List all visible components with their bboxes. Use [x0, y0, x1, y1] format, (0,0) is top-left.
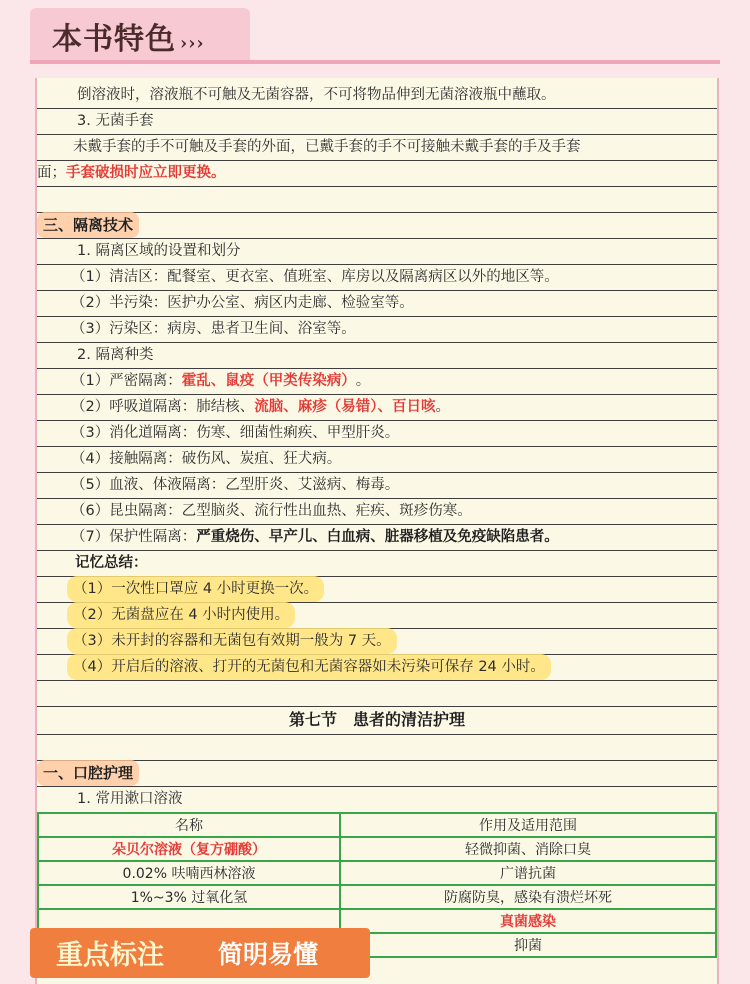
- blank-line: [37, 734, 717, 761]
- table-cell: 0.02% 呋喃西林溶液: [38, 861, 340, 885]
- section-heading: 三、隔离技术: [37, 212, 717, 239]
- table-cell: 防腐防臭，感染有溃烂坏死: [340, 885, 716, 909]
- table-cell: 朵贝尔溶液（复方硼酸）: [38, 837, 340, 861]
- table-header-cell: 作用及适用范围: [340, 813, 716, 837]
- memo-line: （1）一次性口罩应 4 小时更换一次。: [37, 576, 717, 603]
- text-line: 未戴手套的手不可触及手套的外面，已戴手套的手不可接触未戴手套的手及手套: [37, 134, 717, 161]
- text-line: 3. 无菌手套: [37, 108, 717, 135]
- text-line: （6）昆虫隔离：乙型脑炎、流行性出血热、疟疾、斑疹伤寒。: [37, 498, 717, 525]
- table-cell: 轻微抑菌、消除口臭: [340, 837, 716, 861]
- banner-simple-label: 简明易懂: [218, 940, 319, 969]
- text-line: 倒溶液时，溶液瓶不可触及无菌容器，不可将物品伸到无菌溶液瓶中蘸取。: [37, 82, 717, 109]
- table-cell: 1%~3% 过氧化氢: [38, 885, 340, 909]
- blank-line: [37, 680, 717, 707]
- blank-line: [37, 186, 717, 213]
- text-line: （1）清洁区：配餐室、更衣室、值班室、库房以及隔离病区以外的地区等。: [37, 264, 717, 291]
- banner-highlight-label: 重点标注: [56, 940, 164, 971]
- table-cell: 广谱抗菌: [340, 861, 716, 885]
- chapter-title: 第七节 患者的清洁护理: [37, 706, 717, 735]
- table-cell: 抑菌: [340, 933, 716, 957]
- header-divider: [30, 60, 720, 64]
- table-row: [38, 861, 716, 885]
- text-line: 2. 隔离种类: [37, 342, 717, 369]
- text-line: （3）消化道隔离：伤寒、细菌性痢疾、甲型肝炎。: [37, 420, 717, 447]
- text-line: 面；手套破损时应立即更换。: [37, 160, 717, 187]
- table-header-row: [38, 813, 716, 837]
- memo-line: （3）未开封的容器和无菌包有效期一般为 7 天。: [37, 628, 717, 655]
- text-line: 1. 隔离区域的设置和划分: [37, 238, 717, 265]
- text-line: （4）接触隔离：破伤风、炭疽、狂犬病。: [37, 446, 717, 473]
- text-line: （1）严密隔离：霍乱、鼠疫（甲类传染病）。: [37, 368, 717, 395]
- text-line: （3）污染区：病房、患者卫生间、浴室等。: [37, 316, 717, 343]
- text-line: （2）呼吸道隔离：肺结核、流脑、麻疹（易错）、百日咳。: [37, 394, 717, 421]
- memo-heading: 记忆总结：: [37, 550, 717, 577]
- table-row: [38, 885, 716, 909]
- text-line: 1. 常用漱口溶液: [37, 786, 717, 813]
- page-header: [0, 0, 750, 64]
- table-row: [38, 837, 716, 861]
- table-header-cell: 名称: [38, 813, 340, 837]
- text-line: （7）保护性隔离：严重烧伤、早产儿、白血病、脏器移植及免疫缺陷患者。: [37, 524, 717, 551]
- table-cell: 真菌感染: [340, 909, 716, 933]
- notebook-page: [35, 78, 719, 984]
- text-line: （2）半污染：医护办公室、病区内走廊、检验室等。: [37, 290, 717, 317]
- memo-line: （2）无菌盘应在 4 小时内使用。: [37, 602, 717, 629]
- page-title: 本书特色 ›››: [52, 22, 205, 57]
- section-heading: 一、口腔护理: [37, 760, 717, 787]
- text-line: （5）血液、体液隔离：乙型肝炎、艾滋病、梅毒。: [37, 472, 717, 499]
- memo-line: （4）开启后的溶液、打开的无菌包和无菌容器如未污染可保存 24 小时。: [37, 654, 717, 681]
